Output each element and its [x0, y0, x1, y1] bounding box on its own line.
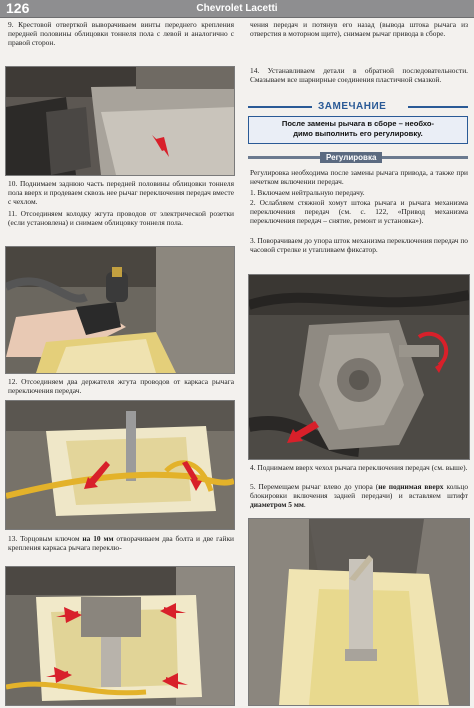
photo-tunnel-screws	[5, 66, 235, 176]
step-12-text: 12. Отсоединяем два держателя жгута проводов от каркаса рычага переключения передач.	[8, 377, 234, 396]
photo-lever-pin	[248, 518, 470, 706]
adjustment-intro: Регулировка необходима после замены рычага привода, а также при нечетком включении передач.	[250, 168, 468, 187]
photo-wiring-connector	[5, 246, 235, 374]
step-9-text: 9. Крестовой отверткой выворачиваем винты переднего крепления передней половины облицовки тоннеля пола с левой и аналогично с правой сторон.	[8, 20, 234, 48]
step-14-text: 14. Устанавливаем детали в обратной последовательности. Смазываем все шарнирные соединения пластичной смазкой.	[250, 66, 468, 85]
section-heading	[248, 152, 468, 163]
note-text-line-1: После замены рычага в сборе – необхо-	[281, 119, 435, 128]
note-heading	[248, 101, 468, 113]
step-5-bold-2: диаметром 5 мм	[250, 500, 304, 510]
adjustment-step-2: 2. Ослабляем стяжной хомут штока рычага и рычага механизма переключения передач (см. с. 122, «Привод механизма переключения передач – снятие, ремонт и установка»).	[250, 198, 468, 226]
photo-gear-mechanism	[248, 274, 470, 460]
adjustment-step-1: 1. Включаем нейтральную передачу.	[250, 188, 365, 197]
header-title: Chevrolet Lacetti	[196, 3, 278, 14]
step-13-bold: на 10 мм	[82, 534, 114, 543]
section-title: Регулировка	[320, 152, 382, 163]
page-header	[0, 0, 474, 18]
photo-harness-holders	[5, 400, 235, 530]
adjustment-step-4: 4. Поднимаем вверх чехол рычага переключения передач (см. выше).	[250, 463, 468, 472]
note-text-line-2: димо выполнить его регулировку.	[293, 129, 423, 138]
adjustment-step-3: 3. Поворачиваем до упора шток механизма переключения передач по часовой стрелке и утапливаем фиксатор.	[250, 236, 468, 255]
page-number: 126	[6, 0, 30, 16]
step-10-text: 10. Поднимаем заднюю часть передней половины облицовки тоннеля пола вверх и продеваем сквозь нее рычаг переключения передач вместе с чехлом.	[8, 179, 234, 207]
note-box	[248, 116, 468, 144]
step-11-text: 11. Отсоединяем колодку жгута проводов от электрической розетки (если установлена) и снимаем облицовку тоннеля пола.	[8, 209, 234, 228]
note-title: ЗАМЕЧАНИЕ	[318, 101, 387, 112]
adjustment-step-5: 5. Перемещаем рычаг влево до упора (не поднимая вверх кольцо блокировки включения задней передачи) и вставляем штифт диаметром 5 мм.	[250, 482, 469, 510]
step-13-continued: чения передач и потянув его назад (вывода штока рычага из отверстия в моторном щите), снимаем рычаг привода в сборе.	[250, 20, 468, 39]
step-5-bold-1: не поднимая вверх	[378, 482, 444, 491]
photo-lever-bolts	[5, 566, 235, 706]
step-13-text: 13. Торцовым ключом на 10 мм отворачиваем два болта и две гайки крепления каркаса рычага переклю-	[8, 534, 234, 553]
